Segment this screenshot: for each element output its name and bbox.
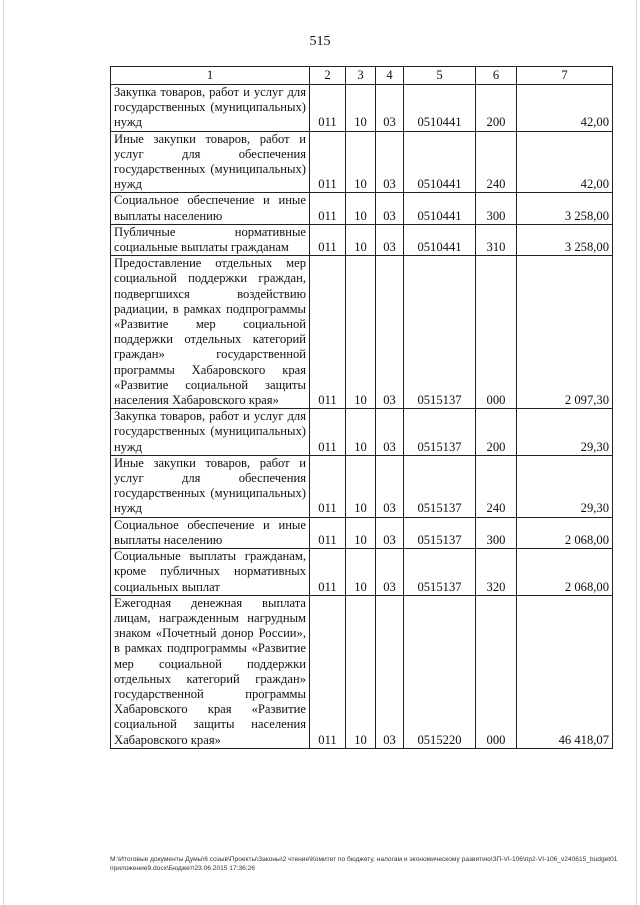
- cell-target-article: 0515137: [404, 455, 476, 517]
- cell-target-article: 0515137: [404, 517, 476, 548]
- row-description: Закупка товаров, работ и услуг для государственных (муниципальных) нужд: [111, 409, 310, 456]
- cell-amount: 3 258,00: [517, 224, 613, 255]
- cell-ministry-code: 011: [310, 409, 346, 456]
- cell-section: 10: [346, 85, 376, 132]
- cell-expense-type: 200: [476, 409, 517, 456]
- cell-target-article: 0510441: [404, 85, 476, 132]
- table-row: [111, 256, 613, 409]
- row-description: Закупка товаров, работ и услуг для государственных (муниципальных) нужд: [111, 85, 310, 132]
- cell-ministry-code: 011: [310, 517, 346, 548]
- header-col-1: 1: [111, 67, 310, 85]
- cell-target-article: 0515137: [404, 549, 476, 596]
- file-path-footer: M:\Итоговые документы Думы\6 созыв\Проекты\Законы\2 чтение\Комитет по бюджету, налогам и экономическому развитию\ЗП-VI-106\пр2-VI-106_v240615_budget01приложение9.docx\Бюджет\23.06.2015 17:36:26: [110, 856, 618, 872]
- cell-subsection: 03: [376, 131, 404, 193]
- cell-target-article: 0510441: [404, 193, 476, 224]
- cell-section: 10: [346, 409, 376, 456]
- table-row: [111, 224, 613, 255]
- cell-target-article: 0510441: [404, 224, 476, 255]
- cell-target-article: 0515137: [404, 256, 476, 409]
- row-description: Ежегодная денежная выплата лицам, награжденным нагрудным знаком «Почетный донор России», в рамках подпрограммы «Развитие мер социальной поддержки отдельных категорий граждан» государственной программы Хабаровского края «Развитие социальной защиты населения Хабаровского края»: [111, 595, 310, 748]
- cell-section: 10: [346, 595, 376, 748]
- table-row: [111, 131, 613, 193]
- cell-expense-type: 320: [476, 549, 517, 596]
- cell-section: 10: [346, 455, 376, 517]
- table-row: [111, 193, 613, 224]
- cell-expense-type: 200: [476, 85, 517, 132]
- header-col-5: 5: [404, 67, 476, 85]
- cell-subsection: 03: [376, 455, 404, 517]
- cell-section: 10: [346, 517, 376, 548]
- table-row: [111, 595, 613, 748]
- cell-amount: 2 097,30: [517, 256, 613, 409]
- cell-target-article: 0515220: [404, 595, 476, 748]
- cell-expense-type: 000: [476, 595, 517, 748]
- cell-expense-type: 300: [476, 193, 517, 224]
- header-col-4: 4: [376, 67, 404, 85]
- row-description: Социальные выплаты гражданам, кроме публичных нормативных социальных выплат: [111, 549, 310, 596]
- row-description: Предоставление отдельных мер социальной поддержки граждан, подвергшихся воздействию радиации, в рамках подпрограммы «Развитие мер социальной поддержки отдельных категорий граждан» государственной программы Хабаровского края «Развитие социальной защиты населения Хабаровского края»: [111, 256, 310, 409]
- cell-ministry-code: 011: [310, 224, 346, 255]
- cell-expense-type: 240: [476, 131, 517, 193]
- header-col-3: 3: [346, 67, 376, 85]
- header-col-7: 7: [517, 67, 613, 85]
- table-row: [111, 409, 613, 456]
- row-description: Социальное обеспечение и иные выплаты населению: [111, 517, 310, 548]
- cell-amount: 42,00: [517, 131, 613, 193]
- header-col-2: 2: [310, 67, 346, 85]
- header-col-6: 6: [476, 67, 517, 85]
- cell-subsection: 03: [376, 85, 404, 132]
- cell-subsection: 03: [376, 595, 404, 748]
- table-row: [111, 549, 613, 596]
- cell-expense-type: 000: [476, 256, 517, 409]
- cell-amount: 29,30: [517, 409, 613, 456]
- scan-edge-left: [3, 0, 4, 905]
- row-description: Иные закупки товаров, работ и услуг для обеспечения государственных (муниципальных) нужд: [111, 455, 310, 517]
- cell-target-article: 0515137: [404, 409, 476, 456]
- cell-expense-type: 300: [476, 517, 517, 548]
- row-description: Иные закупки товаров, работ и услуг для обеспечения государственных (муниципальных) нужд: [111, 131, 310, 193]
- cell-ministry-code: 011: [310, 85, 346, 132]
- cell-amount: 46 418,07: [517, 595, 613, 748]
- cell-ministry-code: 011: [310, 549, 346, 596]
- cell-expense-type: 240: [476, 455, 517, 517]
- cell-amount: 29,30: [517, 455, 613, 517]
- cell-subsection: 03: [376, 193, 404, 224]
- cell-subsection: 03: [376, 224, 404, 255]
- cell-expense-type: 310: [476, 224, 517, 255]
- budget-table: [110, 66, 613, 749]
- table-row: [111, 85, 613, 132]
- table-row: [111, 455, 613, 517]
- cell-subsection: 03: [376, 256, 404, 409]
- cell-ministry-code: 011: [310, 256, 346, 409]
- cell-section: 10: [346, 549, 376, 596]
- cell-subsection: 03: [376, 517, 404, 548]
- table-header-row: [111, 67, 613, 85]
- cell-ministry-code: 011: [310, 595, 346, 748]
- cell-amount: 3 258,00: [517, 193, 613, 224]
- scan-edge-right: [636, 0, 637, 905]
- page-number: 515: [309, 34, 331, 49]
- cell-section: 10: [346, 131, 376, 193]
- cell-section: 10: [346, 224, 376, 255]
- row-description: Социальное обеспечение и иные выплаты населению: [111, 193, 310, 224]
- cell-target-article: 0510441: [404, 131, 476, 193]
- cell-amount: 42,00: [517, 85, 613, 132]
- cell-subsection: 03: [376, 409, 404, 456]
- cell-section: 10: [346, 193, 376, 224]
- cell-section: 10: [346, 256, 376, 409]
- table-row: [111, 517, 613, 548]
- cell-ministry-code: 011: [310, 131, 346, 193]
- cell-ministry-code: 011: [310, 455, 346, 517]
- cell-amount: 2 068,00: [517, 549, 613, 596]
- row-description: Публичные нормативные социальные выплаты гражданам: [111, 224, 310, 255]
- cell-ministry-code: 011: [310, 193, 346, 224]
- cell-subsection: 03: [376, 549, 404, 596]
- cell-amount: 2 068,00: [517, 517, 613, 548]
